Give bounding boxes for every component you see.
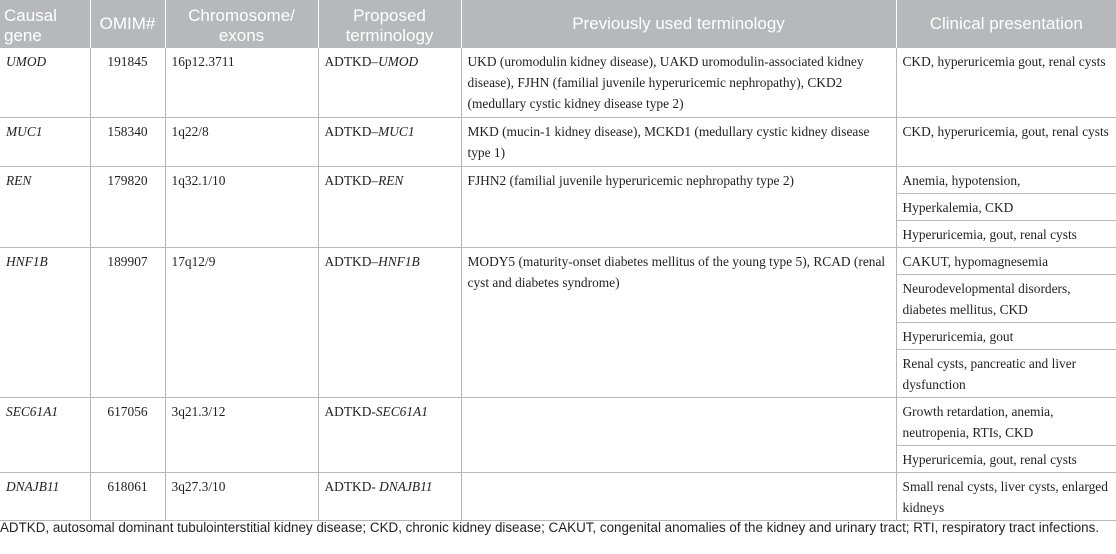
gene-cell: HNF1B [0,248,90,398]
gene-cell: MUC1 [0,118,90,167]
clinical-cell: Anemia, hypotension, [896,167,1116,194]
chromosome-cell: 1q32.1/10 [165,167,318,248]
header-omim: OMIM# [90,0,165,48]
table-row [0,118,1116,167]
proposed-cell [318,248,461,398]
previous-cell [461,398,896,473]
clinical-cell: Hyperuricemia, gout, renal cysts [896,446,1116,473]
proposed-gene: HNF1B [378,254,420,269]
proposed-prefix: ADTKD- [324,404,376,419]
proposed-gene: DNAJB11 [379,479,433,494]
proposed-gene: UMOD [378,54,419,69]
clinical-cell: CAKUT, hypomagnesemia [896,248,1116,275]
omim-cell: 189907 [90,248,165,398]
header-row [0,0,1116,48]
clinical-cell: CKD, hyperuricemia gout, renal cysts [896,48,1116,118]
proposed-gene: REN [378,173,404,188]
chromosome-cell: 3q27.3/10 [165,473,318,521]
omim-cell: 617056 [90,398,165,473]
omim-cell: 618061 [90,473,165,521]
gene-cell: REN [0,167,90,248]
clinical-cell: Hyperkalemia, CKD [896,194,1116,221]
gene-cell: UMOD [0,48,90,118]
table-row [0,248,1116,275]
gene-cell: SEC61A1 [0,398,90,473]
chromosome-cell: 1q22/8 [165,118,318,167]
proposed-cell [318,473,461,521]
proposed-prefix: ADTKD– [324,254,379,269]
table-row [0,48,1116,118]
header-chromosome: Chromosome/ exons [165,0,318,48]
proposed-cell [318,118,461,167]
previous-cell: UKD (uromodulin kidney disease), UAKD uromodulin-associated kidney disease), FJHN (familial juvenile hyperuricemic nephropathy), CKD2 (medullary cystic kidney disease type 2) [461,48,896,118]
proposed-cell [318,48,461,118]
table-row [0,473,1116,521]
previous-cell: FJHN2 (familial juvenile hyperuricemic nephropathy type 2) [461,167,896,248]
gene-cell: DNAJB11 [0,473,90,521]
omim-cell: 179820 [90,167,165,248]
clinical-cell: Renal cysts, pancreatic and liver dysfunction [896,350,1116,398]
proposed-prefix: ADTKD– [324,124,379,139]
table-footnote: ADTKD, autosomal dominant tubulointerstitial kidney disease; CKD, chronic kidney disease; CAKUT, congenital anomalies of the kidney and urinary tract; RTI, respiratory tract infections. [0,520,1100,535]
header-proposed-terminology: Proposed terminology [318,0,461,48]
proposed-gene: MUC1 [378,124,415,139]
proposed-gene: SEC61A1 [375,404,428,419]
proposed-prefix: ADTKD– [324,54,379,69]
previous-cell [461,473,896,521]
omim-cell: 158340 [90,118,165,167]
chromosome-cell: 3q21.3/12 [165,398,318,473]
clinical-cell: Neurodevelopmental disorders, diabetes mellitus, CKD [896,275,1116,323]
proposed-cell [318,398,461,473]
chromosome-cell: 17q12/9 [165,248,318,398]
header-previous-terminology: Previously used terminology [461,0,896,48]
table-row [0,398,1116,446]
header-causal-gene: Causal gene [0,0,90,48]
clinical-cell: CKD, hyperuricemia, gout, renal cysts [896,118,1116,167]
previous-cell: MODY5 (maturity-onset diabetes mellitus of the young type 5), RCAD (renal cyst and diabetes syndrome) [461,248,896,398]
proposed-prefix: ADTKD– [324,173,379,188]
header-clinical-presentation: Clinical presentation [896,0,1116,48]
previous-cell: MKD (mucin-1 kidney disease), MCKD1 (medullary cystic kidney disease type 1) [461,118,896,167]
proposed-cell [318,167,461,248]
clinical-cell: Hyperuricemia, gout [896,323,1116,350]
clinical-cell: Small renal cysts, liver cysts, enlarged kidneys [896,473,1116,521]
proposed-prefix: ADTKD- [324,479,380,494]
clinical-cell: Growth retardation, anemia, neutropenia, RTIs, CKD [896,398,1116,446]
chromosome-cell: 16p12.3711 [165,48,318,118]
omim-cell: 191845 [90,48,165,118]
table-row [0,167,1116,194]
clinical-cell: Hyperuricemia, gout, renal cysts [896,221,1116,248]
